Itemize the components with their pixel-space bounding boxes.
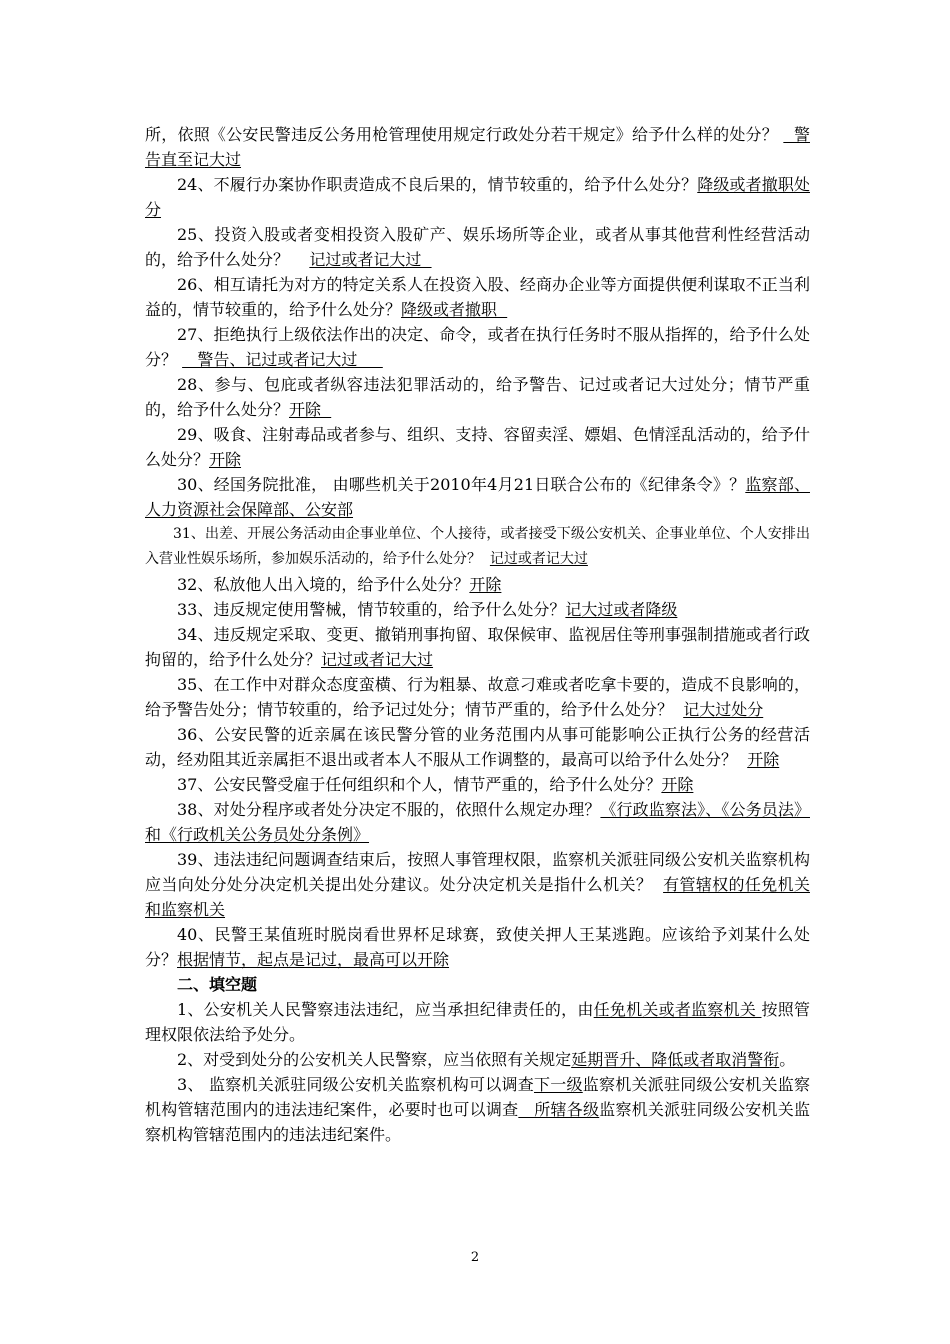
fill-answer: 下一级 [533,1075,583,1094]
fill-text: 3、 监察机关派驻同级公安机关监察机构可以调查 [177,1075,534,1094]
qa-item [145,672,810,722]
qa-item [145,122,810,172]
answer-text: 记大过处分 [683,700,764,719]
answer-text: 开除 [469,575,502,594]
fill-answer: 任免机关或者监察机关 [593,1000,762,1019]
answer-text: 降级或者撤职 [401,300,508,319]
question-text: 26、相互请托为对方的特定关系人在投资入股、经商办企业等方面提供便利谋取不正当利益的，情节较重的，给予什么处分？ [145,275,810,319]
fill-answer: 延期晋升、降低或者取消警衔 [571,1050,780,1069]
qa-item [145,622,810,672]
fill-text: 2、对受到处分的公安机关人民警察，应当依照有关规定 [177,1050,572,1069]
answer-text: 记过或者记大过 [489,551,588,567]
answer-text: 记过或者记大过 [309,250,432,269]
qa-item [145,597,810,622]
answer-text: 开除 [661,775,694,794]
answer-text: 记大过或者降级 [565,600,678,619]
fill-item [145,1047,810,1072]
question-text: 28、参与、包庇或者纵容违法犯罪活动的，给予警告、记过或者记大过处分；情节严重的，给予什么处分？ [145,375,810,419]
answer-text: 开除 [209,450,242,469]
question-text: 39、违法违纪问题调查结束后，按照人事管理权限，监察机关派驻同级公安机关监察机构应当向处分处分决定机关提出处分建议。处分决定机关是指什么机关？ [145,850,810,894]
qa-item [145,272,810,322]
question-text: 所，依照《公安民警违反公务用枪管理使用规定行政处分若干规定》给予什么样的处分？ [145,125,784,144]
question-text: 37、公安民警受雇于任何组织和个人，情节严重的，给予什么处分？ [177,775,662,794]
qa-list [145,122,810,972]
qa-item [145,772,810,797]
question-text: 35、在工作中对群众态度蛮横、行为粗暴、故意刁难或者吃拿卡要的，造成不良影响的，给予警告处分；情节较重的，给予记过处分；情节严重的，给予什么处分？ [145,675,810,719]
document-body [145,122,810,1147]
question-text: 31、出差、开展公务活动由企事业单位、个人接待，或者接受下级公安机关、企事业单位、个人安排出入营业性娱乐场所，参加娱乐活动的，给予什么处分？ [145,526,810,567]
fill-item [145,997,810,1047]
fill-text: 按照管理权限依法给予处分。 [145,1000,810,1044]
fill-text: 1、公安机关人民警察违法违纪，应当承担纪律责任的，由 [177,1000,594,1019]
section-title: 二、填空题 [177,975,258,994]
answer-text: 记过或者记大过 [321,650,434,669]
answer-text: 开除 [747,750,780,769]
question-text: 40、民警王某值班时脱岗看世界杯足球赛，致使关押人王某逃跑。应该给予刘某什么处分？ [145,925,810,969]
fill-text: 监察机关派驻同级公安机关监察机构管辖范围内的违法违纪案件。 [145,1100,810,1144]
question-text: 36、公安民警的近亲属在该民警分管的业务范围内从事可能影响公正执行公务的经营活动，经劝阻其近亲属拒不退出或者本人不服从工作调整的，最高可以给予什么处分？ [145,725,810,769]
question-text: 24、不履行办案协作职责造成不良后果的，情节较重的，给予什么处分？ [177,175,698,194]
question-text: 32、私放他人出入境的，给予什么处分？ [177,575,470,594]
fill-list [145,997,810,1147]
qa-item [145,572,810,597]
qa-item [145,222,810,272]
answer-text: 根据情节，起点是记过，最高可以开除 [177,950,450,969]
question-text: 29、吸食、注射毒品或者参与、组织、支持、容留卖淫、嫖娼、色情淫乱活动的，给予什么处分？ [145,425,810,469]
qa-item [145,472,810,522]
answer-text: 《行政监察法》、《公务员法》和《行政机关公务员处分条例》 [145,800,810,844]
qa-item [145,922,810,972]
qa-item [145,422,810,472]
question-text: 38、对处分程序或者处分决定不服的，依照什么规定办理？ [177,800,601,819]
question-text: 25、投资入股或者变相投资入股矿产、娱乐场所等企业，或者从事其他营利性经营活动的，给予什么处分？ [145,225,810,269]
fill-item [145,1072,810,1147]
answer-text: 降级或者撤职处分 [145,175,810,219]
answer-text: 开除 [289,400,332,419]
question-text: 34、违反规定采取、变更、撤销刑事拘留、取保候审、监视居住等刑事强制措施或者行政拘留的，给予什么处分？ [145,625,810,669]
question-text: 33、违反规定使用警械，情节较重的，给予什么处分？ [177,600,566,619]
qa-item [145,522,810,572]
question-text: 27、拒绝执行上级依法作出的决定、命令，或者在执行任务时不服从指挥的，给予什么处分？ [145,325,810,369]
answer-text: 警告、记过或者记大过 [182,350,383,369]
qa-item [145,322,810,372]
qa-item [145,172,810,222]
answer-text: 警告直至记大过 [145,125,810,169]
fill-answer: 所辖各级 [518,1100,600,1119]
fill-text: 。 [779,1050,796,1069]
page-number: 2 [470,1250,480,1265]
question-text: 30、经国务院批准， 由哪些机关于2010年4月21日联合公布的《纪律条令》？ [177,475,746,494]
qa-item [145,722,810,772]
answer-text: 监察部、人力资源社会保障部、公安部 [145,475,810,519]
qa-item [145,847,810,922]
answer-text: 有管辖权的任免机关和监察机关 [145,875,810,919]
qa-item [145,797,810,847]
fill-text: 监察机关派驻同级公安机关监察机构管辖范围内的违法违纪案件，必要时也可以调查 [145,1075,810,1119]
qa-item [145,372,810,422]
